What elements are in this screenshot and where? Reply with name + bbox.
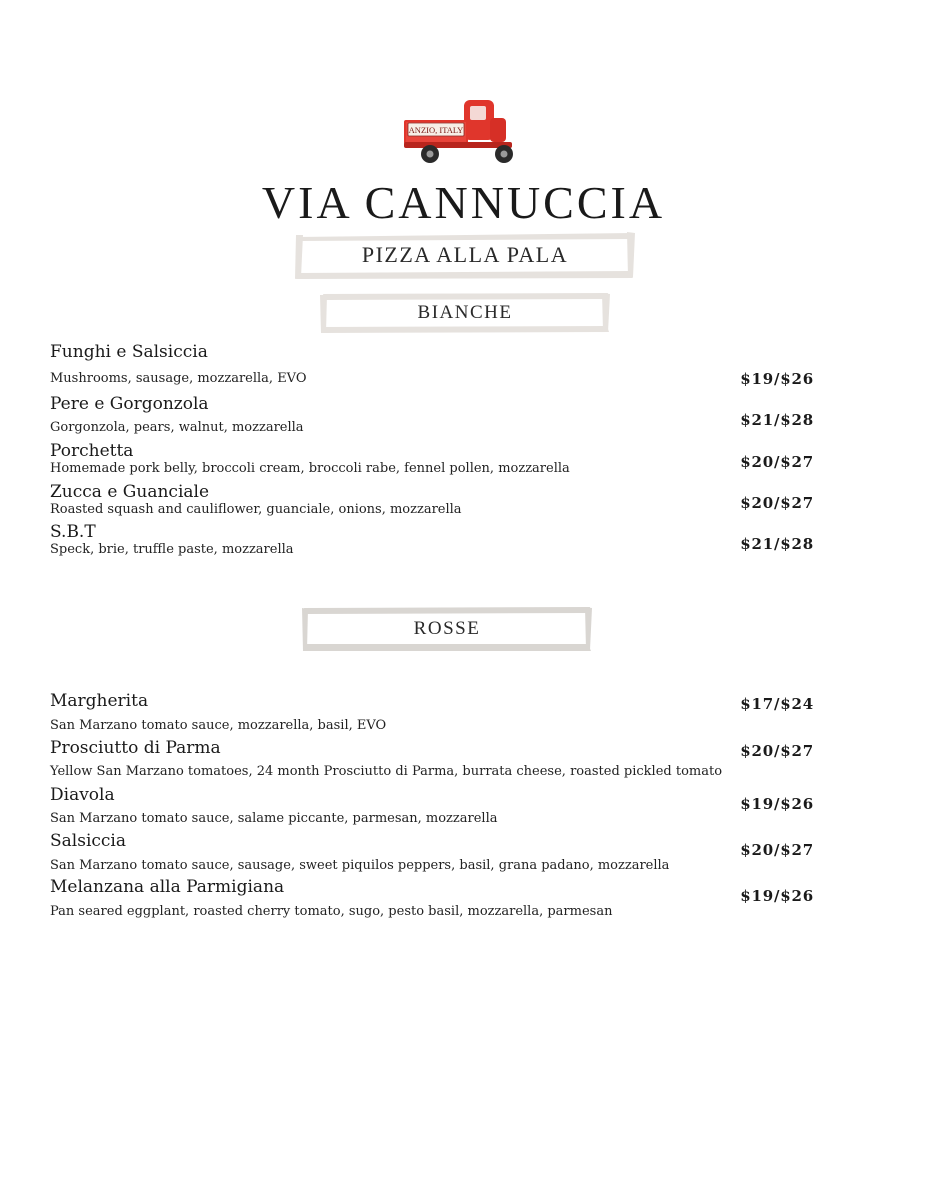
item-name: Salsiccia — [50, 831, 126, 851]
menu-item — [50, 441, 830, 481]
item-name: Porchetta — [50, 441, 134, 461]
item-price: $20/$27 — [740, 494, 814, 512]
item-name: Melanzana alla Parmigiana — [50, 877, 285, 897]
section-banner-bianche — [320, 292, 610, 334]
item-description: San Marzano tomato sauce, sausage, sweet piquilos peppers, basil, grana padano, mozzarella — [50, 858, 670, 873]
item-name: Diavola — [50, 785, 115, 805]
item-price: $20/$27 — [740, 841, 814, 859]
item-description: Gorgonzola, pears, walnut, mozzarella — [50, 420, 304, 435]
truck-logo — [400, 96, 524, 170]
item-name: Margherita — [50, 691, 149, 711]
item-description: Roasted squash and cauliflower, guanciale, onions, mozzarella — [50, 502, 462, 517]
menu-item — [50, 482, 830, 522]
item-description: Pan seared eggplant, roasted cherry tomato, sugo, pesto basil, mozzarella, parmesan — [50, 904, 613, 919]
menu-item — [50, 691, 830, 737]
item-price: $19/$26 — [740, 795, 814, 813]
item-price: $20/$27 — [740, 742, 814, 760]
item-price: $21/$28 — [740, 535, 814, 553]
item-description: San Marzano tomato sauce, mozzarella, basil, EVO — [50, 718, 387, 733]
menu-item — [50, 785, 830, 831]
restaurant-title: VIA CANNUCCIA — [261, 177, 666, 228]
section-label-rosse: ROSSE — [413, 618, 481, 639]
item-description: Mushrooms, sausage, mozzarella, EVO — [50, 371, 307, 386]
section-label-bianche: BIANCHE — [417, 302, 513, 323]
item-name: S.B.T — [50, 522, 96, 542]
menu-item — [50, 522, 830, 562]
item-name: Zucca e Guanciale — [50, 482, 210, 502]
item-price: $20/$27 — [740, 453, 814, 471]
subtitle-text: PIZZA ALLA PALA — [361, 242, 569, 267]
item-description: Speck, brie, truffle paste, mozzarella — [50, 542, 294, 557]
menu-item — [50, 831, 830, 877]
menu-item — [50, 738, 830, 784]
item-name: Prosciutto di Parma — [50, 738, 221, 758]
item-price: $19/$26 — [740, 887, 814, 905]
item-price: $17/$24 — [740, 695, 814, 713]
item-description: San Marzano tomato sauce, salame piccante, parmesan, mozzarella — [50, 811, 498, 826]
item-price: $21/$28 — [740, 411, 814, 429]
item-price: $19/$26 — [740, 370, 814, 388]
subtitle-banner — [295, 229, 635, 281]
item-name: Funghi e Salsiccia — [50, 342, 208, 362]
item-description: Homemade pork belly, broccoli cream, broccoli rabe, fennel pollen, mozzarella — [50, 461, 570, 476]
menu-item — [50, 394, 830, 438]
logo-text: ANZIO, ITALY — [408, 125, 464, 135]
menu-item — [50, 342, 830, 392]
item-name: Pere e Gorgonzola — [50, 394, 209, 414]
menu-item — [50, 877, 830, 923]
section-banner-rosse — [302, 606, 592, 652]
item-description: Yellow San Marzano tomatoes, 24 month Prosciutto di Parma, burrata cheese, roasted pickled tomato — [50, 764, 723, 779]
